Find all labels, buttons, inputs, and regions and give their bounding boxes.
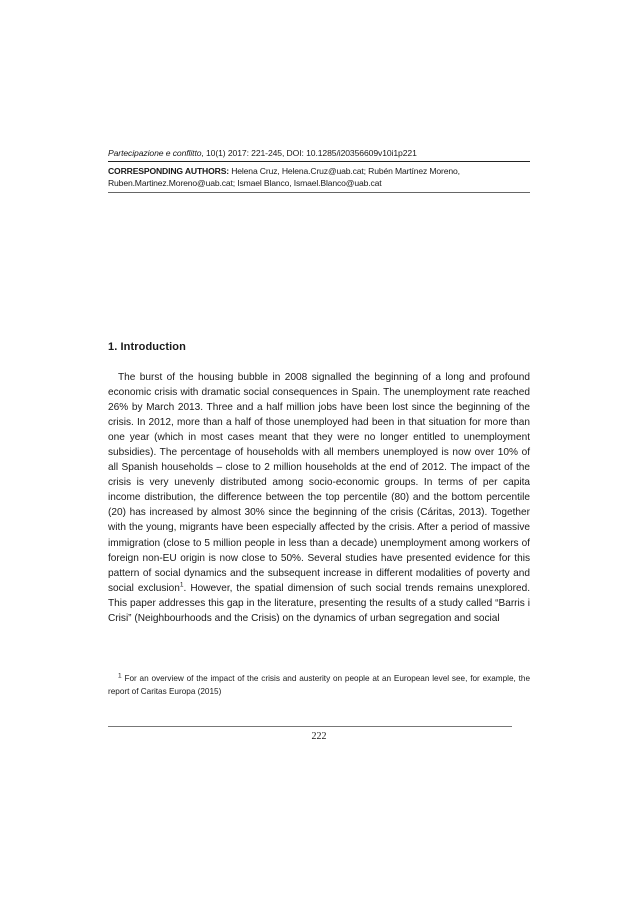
footnote-number: 1 <box>118 672 122 680</box>
body-text-part-2: . However, the spatial dimension of such social trends remains unexplored. This paper addresses this gap in the literature, presenting the results of a study called “Barris i Crisi” (Neighbourhoods and the Crisis) on the dynamics of urban segregation and social <box>108 582 530 624</box>
authors-label: CORRESPONDING AUTHORS: <box>108 166 229 176</box>
journal-details: , 10(1) 2017: 221-245, DOI: 10.1285/i20356609v10i1p221 <box>201 148 417 158</box>
body-text-part-1: The burst of the housing bubble in 2008 signalled the beginning of a long and profound economic crisis with dramatic social consequences in Spain. The unemployment rate reached 26% by March 2013. Three and a half million jobs have been lost since the beginning of the crisis. In 2012, more than a half of those unemployed had been in that situation for more than one year (which in most cases meant that they were no longer entitled to unemployment subsidies). The percentage of households with all members unemployed is now over 10% of all Spanish households – close to 2 million households at the end of 2012. The impact of the crisis is very unevenly distributed among socio-economic groups. In terms of per capita income distribution, the difference between the top percentile (80) and the bottom percentile (20) has increased by almost 30% since the beginning of the crisis (Cáritas, 2013). Together with the young, migrants have been especially affected by the crisis. After a period of massive immigration (close to 5 million people in less than a decade) unemployment among workers of foreign non-EU origin is now close to 50%. Several studies have presented evidence for this pattern of social dynamics and the subsequent increase in different modalities of poverty and social exclusion <box>108 372 530 594</box>
page-number: 222 <box>311 731 327 742</box>
section-heading: 1. Introduction <box>108 341 186 353</box>
authors-line-1: Helena Cruz, Helena.Cruz@uab.cat; Rubén Martínez Moreno, <box>229 166 460 176</box>
journal-name: Partecipazione e conflitto <box>108 148 202 158</box>
footnote-text: For an overview of the impact of the crisis and austerity on people at an European level see, for example, the report of Caritas Europa (2015) <box>108 674 530 696</box>
footnote <box>108 672 530 698</box>
footer-rule <box>108 726 512 727</box>
footnote-reference: 1 <box>179 581 184 589</box>
journal-citation <box>108 147 530 162</box>
authors-line-2: Ruben.Martinez.Moreno@uab.cat; Ismael Blanco, Ismael.Blanco@uab.cat <box>108 178 382 188</box>
running-header <box>108 147 530 193</box>
corresponding-authors <box>108 162 530 193</box>
body-paragraph <box>108 370 530 626</box>
